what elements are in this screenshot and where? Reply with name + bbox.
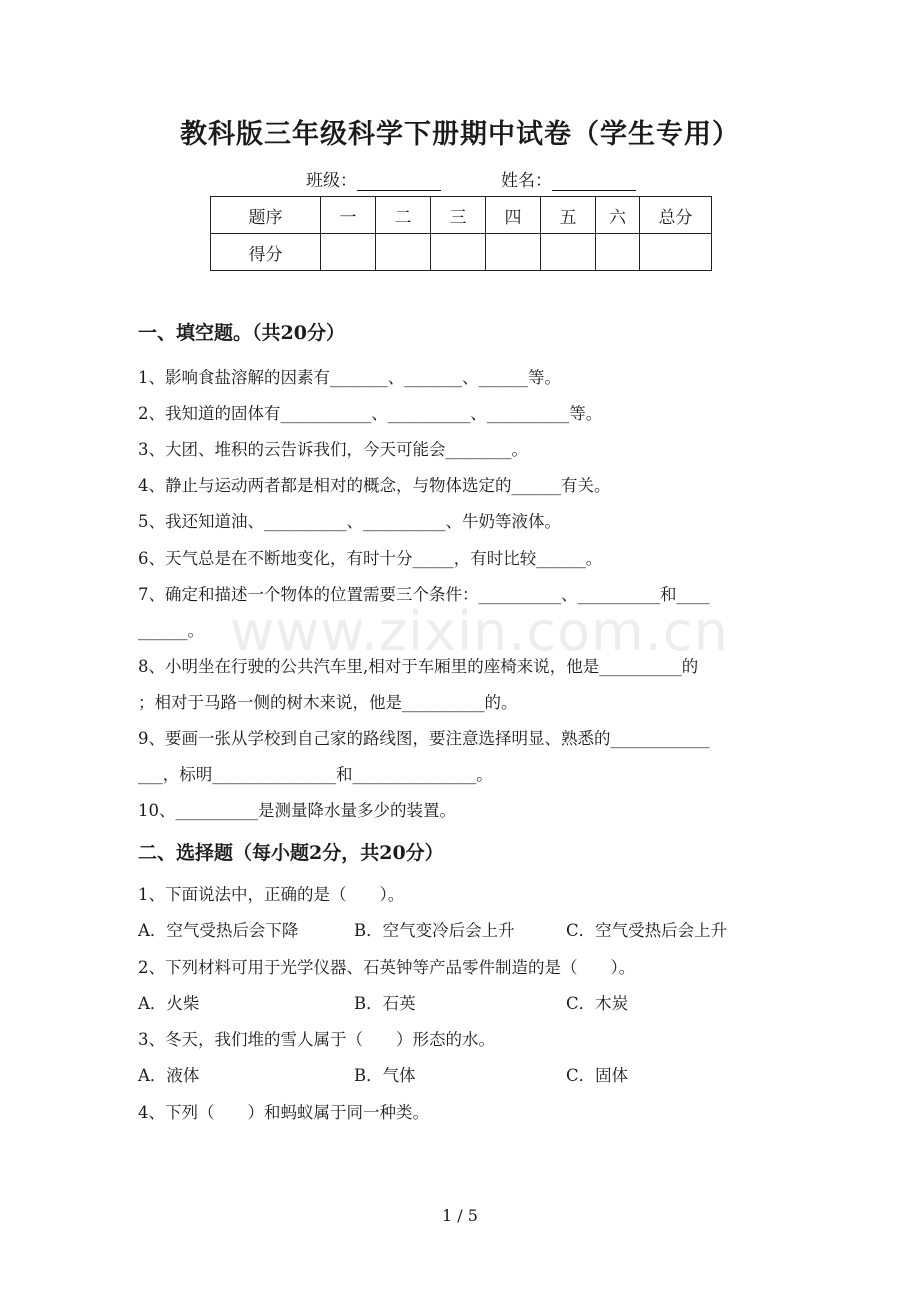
score-table xyxy=(210,196,712,271)
class-label: 班级： xyxy=(306,171,357,191)
score-cell[interactable] xyxy=(321,234,376,271)
choice-option[interactable]: B．石英 xyxy=(354,994,416,1013)
score-table-score-row xyxy=(211,234,712,271)
question-line: 6、天气总是在不断地变化，有时十分_____，有时比较______。 xyxy=(138,549,603,568)
score-cell[interactable] xyxy=(640,234,712,271)
question-line: 5、我还知道油、__________、__________、牛奶等液体。 xyxy=(138,512,561,531)
score-header-cell: 一 xyxy=(321,197,376,234)
choice-question-stem: 1、下面说法中，正确的是（ ）。 xyxy=(138,885,405,904)
section-1-title: 一、填空题。（共20分） xyxy=(138,322,345,344)
question-line: 7、确定和描述一个物体的位置需要三个条件：__________、__________和____ xyxy=(138,585,710,604)
page-title: 教科版三年级科学下册期中试卷（学生专用） xyxy=(180,119,740,150)
question-line: 8、小明坐在行驶的公共汽车里,相对于车厢里的座椅来说，他是__________的 xyxy=(138,657,699,676)
name-field xyxy=(501,166,636,191)
name-label: 姓名： xyxy=(501,171,552,191)
score-cell[interactable] xyxy=(596,234,640,271)
score-header-cell: 五 xyxy=(541,197,596,234)
question-line-continued: ______。 xyxy=(138,621,204,640)
question-line: 3、大团、堆积的云告诉我们，今天可能会________。 xyxy=(138,440,528,459)
question-line-continued: ；相对于马路一侧的树木来说，他是__________的。 xyxy=(138,693,518,712)
score-cell[interactable] xyxy=(431,234,486,271)
section-2-title: 二、选择题（每小题2分，共20分） xyxy=(138,842,444,864)
choice-option[interactable]: C．固体 xyxy=(566,1066,629,1085)
name-blank[interactable] xyxy=(552,170,636,191)
choice-question-stem: 4、下列（ ）和蚂蚁属于同一种类。 xyxy=(138,1103,429,1122)
watermark: www.zixin.com.cn xyxy=(230,600,729,663)
choice-option[interactable]: A．火柴 xyxy=(138,994,200,1013)
class-field xyxy=(306,166,441,191)
score-header-cell: 题序 xyxy=(211,197,321,234)
score-header-cell: 三 xyxy=(431,197,486,234)
choice-question-stem: 3、冬天，我们堆的雪人属于（ ）形态的水。 xyxy=(138,1030,495,1049)
choice-option[interactable]: C．木炭 xyxy=(566,994,629,1013)
question-line: 1、影响食盐溶解的因素有_______、_______、______等。 xyxy=(138,368,561,387)
page-number: 1 / 5 xyxy=(442,1206,478,1225)
question-line: 4、静止与运动两者都是相对的概念，与物体选定的______有关。 xyxy=(138,476,611,495)
question-line: 2、我知道的固体有___________、__________、__________等。 xyxy=(138,404,603,423)
question-line: 10、__________是测量降水量多少的装置。 xyxy=(138,801,456,820)
score-header-cell: 六 xyxy=(596,197,640,234)
class-blank[interactable] xyxy=(357,170,441,191)
choice-option[interactable]: A．液体 xyxy=(138,1066,200,1085)
score-header-cell: 二 xyxy=(376,197,431,234)
choice-option[interactable]: A．空气受热后会下降 xyxy=(138,921,299,940)
choice-option[interactable]: B．空气变冷后会上升 xyxy=(354,921,515,940)
score-table-header-row xyxy=(211,197,712,234)
choice-option[interactable]: C．空气受热后会上升 xyxy=(566,921,728,940)
score-header-cell: 四 xyxy=(486,197,541,234)
score-cell[interactable] xyxy=(486,234,541,271)
question-line-continued: ___，标明_______________和_______________。 xyxy=(138,765,493,784)
choice-option[interactable]: B．气体 xyxy=(354,1066,416,1085)
question-line: 9、要画一张从学校到自己家的路线图，要注意选择明显、熟悉的____________ xyxy=(138,729,710,748)
score-cell[interactable] xyxy=(376,234,431,271)
score-cell[interactable] xyxy=(541,234,596,271)
score-row-label: 得分 xyxy=(211,234,321,271)
score-header-cell: 总分 xyxy=(640,197,712,234)
choice-question-stem: 2、下列材料可用于光学仪器、石英钟等产品零件制造的是（ ）。 xyxy=(138,958,636,977)
